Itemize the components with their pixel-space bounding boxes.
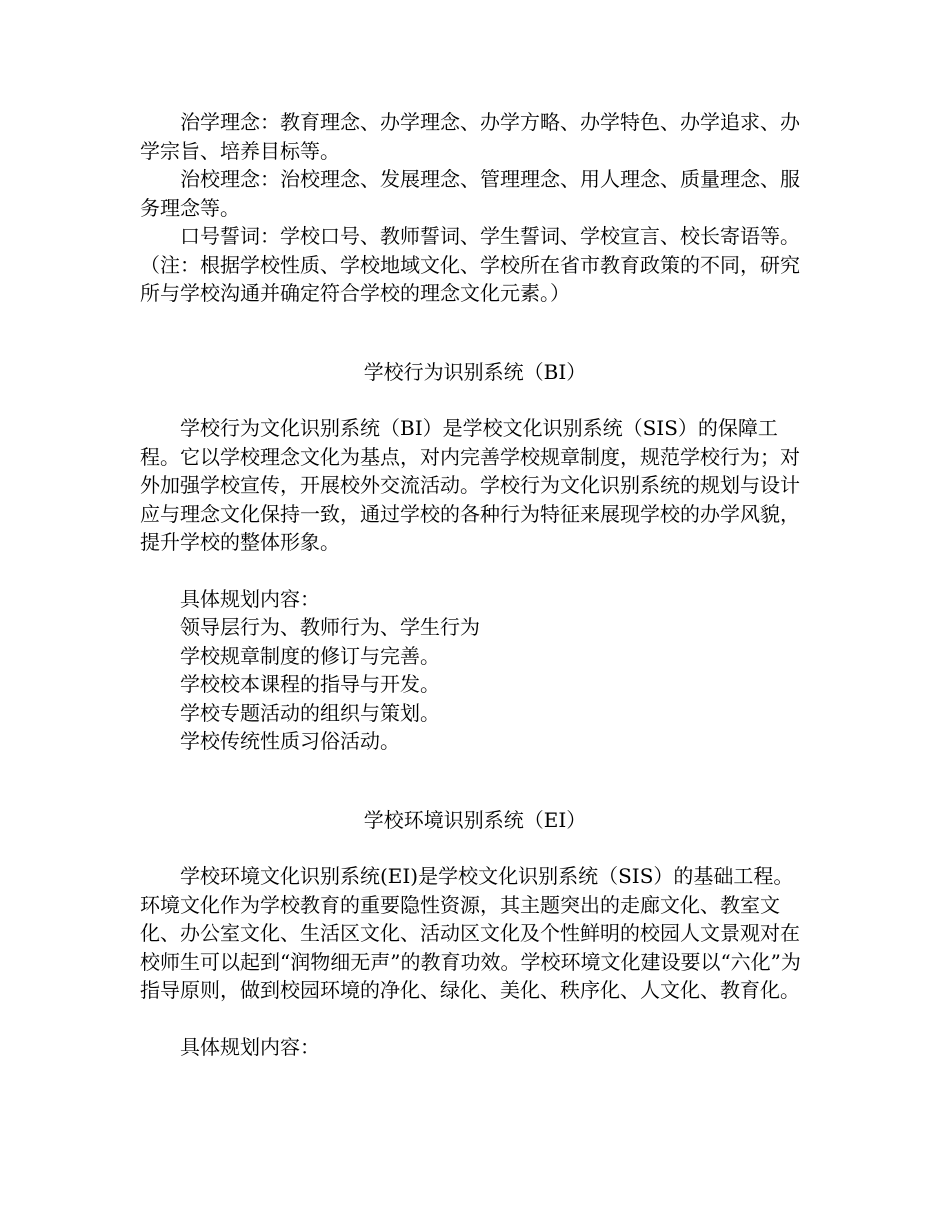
bi-list-item: 领导层行为、教师行为、学生行为 bbox=[180, 615, 480, 639]
bi-list-item: 学校传统性质习俗活动。 bbox=[180, 729, 400, 753]
bi-section-title: 学校行为识别系统（BI） bbox=[363, 359, 587, 384]
ei-list-heading: 具体规划内容： bbox=[180, 1034, 320, 1059]
ei-body-paragraph: 学校环境文化识别系统(EI)是学校文化识别系统（SIS）的基础工程。环境文化作为学校教育的重要隐性资源，其主题突出的走廊文化、教室文化、办公室文化、生活区文化、活动区文化及个性鲜明的校园人文景观对在校师生可以起到“润物细无声”的教育功效。学校环境文化建设要以“六化”为指导原则，做到校园环境的净化、绿化、美化、秩序化、人文化、教育化。 bbox=[140, 864, 801, 1002]
intro-paragraph-1: 治学理念：教育理念、办学理念、办学方略、办学特色、办学追求、办学宗旨、培养目标等。 bbox=[140, 110, 800, 163]
spacer bbox=[140, 557, 810, 585]
bi-list-item: 学校专题活动的组织与策划。 bbox=[180, 700, 440, 725]
document-page bbox=[140, 108, 810, 1061]
spacer bbox=[140, 756, 810, 806]
spacer bbox=[140, 1005, 810, 1033]
bi-list-item: 学校规章制度的修订与完善。 bbox=[180, 643, 440, 668]
spacer bbox=[140, 386, 810, 414]
intro-paragraph-2: 治校理念：治校理念、发展理念、管理理念、用人理念、质量理念、服务理念等。 bbox=[140, 167, 800, 220]
bi-list-heading: 具体规划内容： bbox=[180, 586, 320, 611]
spacer bbox=[140, 308, 810, 358]
spacer bbox=[140, 834, 810, 862]
bi-body-paragraph: 学校行为文化识别系统（BI）是学校文化识别系统（SIS）的保障工程。它以学校理念文化为基点，对内完善学校规章制度，规范学校行为；对外加强学校宣传，开展校外交流活动。学校行为文化识别系统的规划与设计应与理念文化保持一致，通过学校的各种行为特征来展现学校的办学风貌，提升学校的整体形象。 bbox=[140, 416, 800, 554]
intro-paragraph-3: 口号誓词：学校口号、教师誓词、学生誓词、学校宣言、校长寄语等。 （注：根据学校性质、学校地域文化、学校所在省市教育政策的不同，研究所与学校沟通并确定符合学校的理念文化元素。） bbox=[140, 224, 800, 305]
ei-section-title: 学校环境识别系统（EI） bbox=[363, 807, 587, 832]
bi-list-item: 学校校本课程的指导与开发。 bbox=[180, 672, 440, 696]
